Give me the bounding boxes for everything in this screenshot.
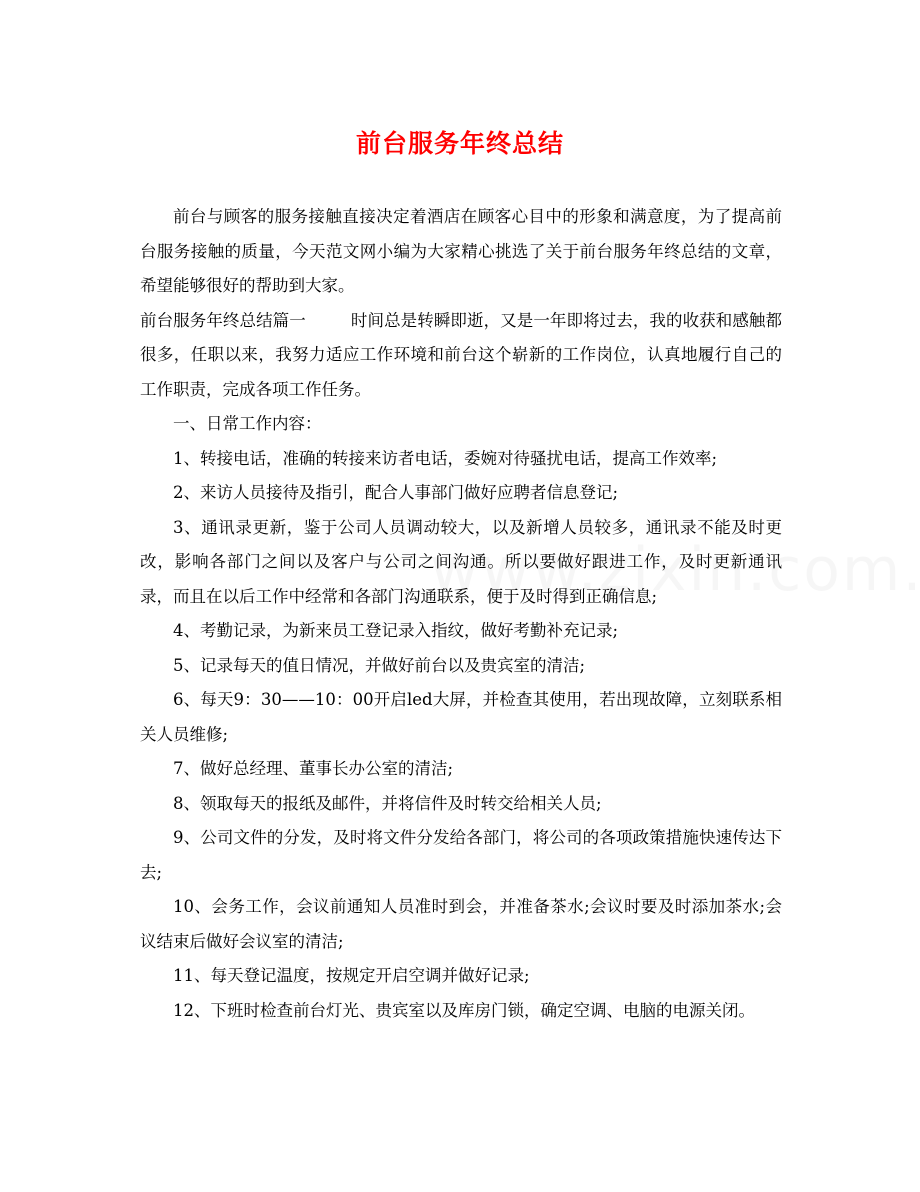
list-item: 7、做好总经理、董事长办公室的清洁; xyxy=(173,759,454,778)
article-label: 前台服务年终总结篇一 xyxy=(140,310,306,330)
list-item: 6、每天9：30——10：00开启led大屏，并检查其使用，若出现故障，立刻联系相关人员维修; xyxy=(140,690,782,744)
document-title: 前台服务年终总结 xyxy=(355,129,564,158)
list-item: 1、转接电话，准确的转接来访者电话，委婉对待骚扰电话，提高工作效率; xyxy=(173,448,718,468)
section-heading: 一、日常工作内容： xyxy=(173,414,322,433)
list-item: 9、公司文件的分发，及时将文件分发给各部门，将公司的各项政策措施快速传达下去; xyxy=(140,828,782,882)
list-item: 11、每天登记温度，按规定开启空调并做好记录; xyxy=(173,966,530,985)
list-item: 8、领取每天的报纸及邮件，并将信件及时转交给相关人员; xyxy=(173,793,602,813)
article-lead-text: 时间总是转瞬即逝，又是一年即将过去，我的收获和感触都很多，任职以来，我努力适应工作环境和前台这个崭新的工作岗位，认真地履行自己的工作职责，完成各项工作任务。 xyxy=(140,310,783,399)
list-item: 3、通讯录更新，鉴于公司人员调动较大，以及新增人员较多，通讯录不能及时更改，影响各部门之间以及客户与公司之间沟通。所以要做好跟进工作，及时更新通讯录，而且在以后工作中经常和各部门沟通联系，便于及时得到正确信息; xyxy=(140,517,782,606)
list-item: 12、下班时检查前台灯光、贵宾室以及库房门锁，确定空调、电脑的电源关闭。 xyxy=(173,1000,755,1020)
article-lead-paragraph xyxy=(140,304,782,408)
list-item: 10、会务工作，会议前通知人员准时到会，并准备茶水;会议时要及时添加茶水;会议结束后做好会议室的清洁; xyxy=(140,897,782,951)
list-item: 4、考勤记录，为新来员工登记录入指纹，做好考勤补充记录; xyxy=(173,621,619,640)
list-item: 2、来访人员接待及指引，配合人事部门做好应聘者信息登记; xyxy=(173,483,619,502)
intro-paragraph: 前台与顾客的服务接触直接决定着酒店在顾客心目中的形象和满意度，为了提高前台服务接触的质量，今天范文网小编为大家精心挑选了关于前台服务年终总结的文章，希望能够很好的帮助到大家。 xyxy=(140,207,782,295)
document-body xyxy=(140,200,782,1028)
list-item: 5、记录每天的值日情况，并做好前台以及贵宾室的清洁; xyxy=(173,655,586,675)
